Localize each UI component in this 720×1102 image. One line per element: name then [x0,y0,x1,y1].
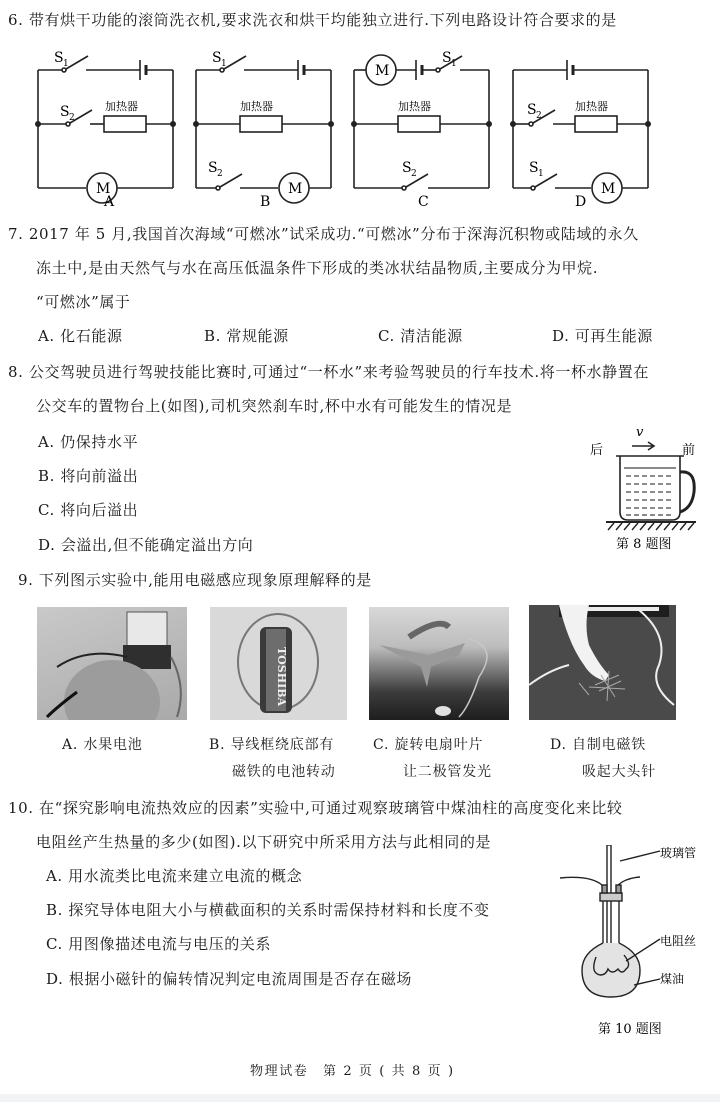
q7-option-c: C. 清洁能源 [378,327,463,345]
q9-option-c-line1: C. 旋转电扇叶片 [373,737,484,753]
circuit-diagram-c [346,48,506,208]
svg-text:D: D [575,194,587,208]
svg-text:S: S [527,102,537,118]
q7-option-a: A. 化石能源 [38,327,123,345]
svg-text:S: S [442,50,452,66]
svg-text:2: 2 [69,113,75,123]
svg-text:第 10 题图: 第 10 题图 [598,1022,662,1037]
svg-text:A: A [104,194,115,208]
q7-stem-line2: 冻土中,是由天然气与水在高压低温条件下形成的类冰状结晶物质,主要成分为甲烷. [36,259,599,277]
svg-text:玻璃管: 玻璃管 [660,846,697,860]
svg-text:2: 2 [536,111,542,121]
q8-option-a: A. 仍保持水平 [38,433,139,451]
svg-text:电阻丝: 电阻丝 [660,934,697,948]
svg-text:M: M [601,181,616,197]
svg-text:M: M [375,63,390,79]
svg-text:S: S [402,160,412,176]
q8-option-d: D. 会溢出,但不能确定溢出方向 [38,536,254,554]
q9-option-d-line2: 吸起大头针 [582,764,656,780]
bottom-band [0,1094,720,1102]
q8-stem-line2: 公交车的置物台上(如图),司机突然刹车时,杯中水有可能发生的情况是 [36,397,513,415]
svg-text:1: 1 [538,169,544,179]
svg-text:S: S [60,104,70,120]
q8-stem-line1: 8. 公交驾驶员进行驾驶技能比赛时,可通过“一杯水”来考验驾驶员的行车技术.将一杯水静置在 [8,363,649,381]
q10-option-b: B. 探究导体电阻大小与横截面积的关系时需保持材料和长度不变 [46,901,490,919]
svg-text:S: S [208,160,218,176]
photo-fan-led [369,607,509,720]
q8-option-c: C. 将向后溢出 [38,501,139,519]
q10-stem-line1: 10. 在“探究影响电流热效应的因素”实验中,可通过观察玻璃管中煤油柱的高度变化来比较 [8,799,623,817]
svg-text:加热器: 加热器 [575,100,608,113]
photo-fruit-battery [37,607,187,720]
q8-option-b: B. 将向前溢出 [38,467,139,485]
q10-stem-line2: 电阻丝产生热量的多少(如图).以下研究中所采用方法与此相同的是 [36,833,492,851]
circuit-diagram-a [30,48,190,208]
svg-text:前: 前 [682,443,696,458]
flask-figure [560,845,720,1045]
circuit-diagram-d [505,48,665,208]
svg-text:加热器: 加热器 [240,100,273,113]
svg-text:1: 1 [63,59,69,69]
q9-option-b-line2: 磁铁的电池转动 [232,764,336,780]
q10-option-a: A. 用水流类比电流来建立电流的概念 [46,867,303,885]
q7-option-d: D. 可再生能源 [552,327,653,345]
q10-option-d: D. 根据小磁针的偏转情况判定电流周围是否存在磁场 [46,970,413,988]
photo-electromagnet [529,605,676,720]
svg-text:C: C [418,194,429,208]
svg-text:第 8 题图: 第 8 题图 [616,537,672,550]
q6-stem: 6. 带有烘干功能的滚筒洗衣机,要求洗衣和烘干均能独立进行.下列电路设计符合要求的是 [8,11,617,29]
heater-label: 加热器 [105,100,138,113]
svg-text:1: 1 [221,59,227,69]
q7-option-b: B. 常规能源 [204,327,289,345]
q9-option-c-line2: 让二极管发光 [403,764,492,780]
photo-battery-motor [210,607,347,720]
svg-text:TOSHIBA: TOSHIBA [275,647,288,707]
svg-text:加热器: 加热器 [398,100,431,113]
q9-option-b-line1: B. 导线框绕底部有 [209,737,335,753]
svg-text:后: 后 [590,443,604,458]
cup-figure [588,420,708,550]
q7-stem-line3: “可燃冰”属于 [36,293,131,311]
page-footer: 物理试卷 第 2 页 ( 共 8 页 ) [250,1064,455,1079]
q9-option-d-line1: D. 自制电磁铁 [550,737,647,753]
svg-text:S: S [212,50,222,66]
svg-text:煤油: 煤油 [660,972,685,986]
svg-text:S: S [54,50,64,66]
svg-text:2: 2 [411,169,417,179]
q9-option-a-line1: A. 水果电池 [62,737,143,753]
svg-text:M: M [96,181,111,197]
svg-text:M: M [288,181,303,197]
circuit-diagram-b [188,48,348,208]
q9-stem: 9. 下列图示实验中,能用电磁感应现象原理解释的是 [18,571,372,589]
svg-text:S: S [529,160,539,176]
svg-text:2: 2 [217,169,223,179]
svg-text:v: v [636,425,644,440]
svg-text:1: 1 [451,59,457,69]
q10-option-c: C. 用图像描述电流与电压的关系 [46,935,272,953]
q7-stem-line1: 7. 2017 年 5 月,我国首次海域“可燃冰”试采成功.“可燃冰”分布于深海沉积物或陆域的永久 [8,225,639,243]
svg-text:B: B [260,194,271,208]
